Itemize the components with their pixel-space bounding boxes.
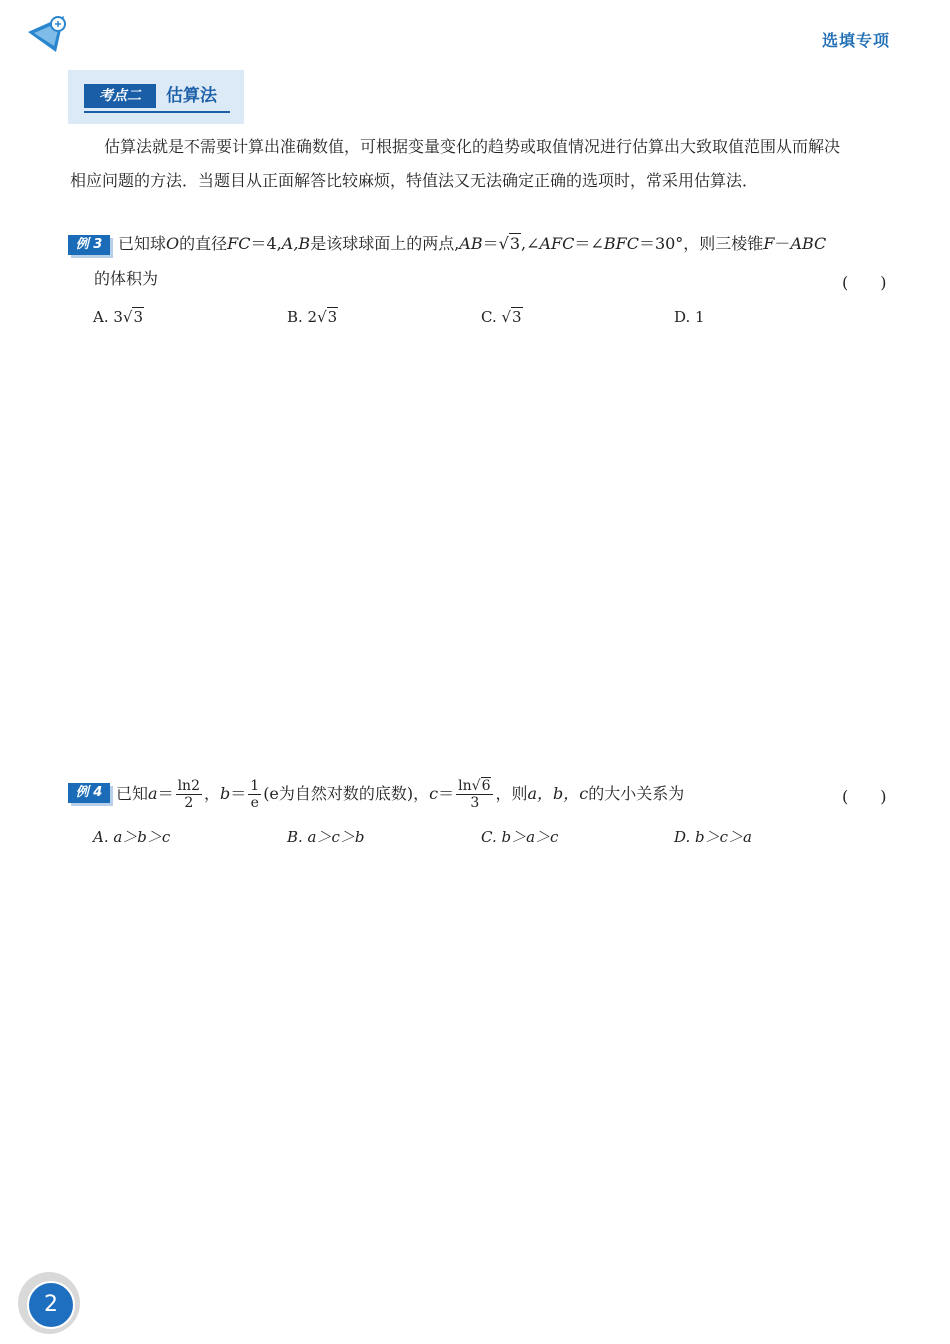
example-4-answer-paren: ( ): [842, 787, 887, 806]
example-4-question: 已知a＝ $\frac{\ln 2}{2}$ ，b＝ $\frac{1}{e}$ (e为自然对数的底数)，c＝ $\frac{\ln√6}{3}$ ，则a，b，c的大小关系为: [116, 778, 685, 811]
example-3-question-line-2: 的体积为: [94, 269, 159, 288]
page-number: 2: [27, 1281, 75, 1329]
example-3-label: 例 3: [68, 235, 110, 255]
example-4-label: 例 4: [68, 783, 110, 803]
example-3-option-c: C. √3: [481, 308, 522, 326]
intro-line-1: 估算法就是不需要计算出准确数值，可根据变量变化的趋势或取值情况进行估算出大致取值范围从而解决: [104, 137, 841, 156]
example-3-option-a: A. 3√3: [93, 308, 144, 326]
intro-line-2: 相应问题的方法．当题目从正面解答比较麻烦，特值法又无法确定正确的选项时，常采用估算法．: [70, 171, 759, 190]
example-4-option-c: C. b＞a＞c: [481, 828, 559, 846]
logo-icon: [26, 12, 72, 58]
section-tag: 考点二: [84, 84, 156, 108]
example-3-answer-paren: ( ): [842, 273, 887, 292]
example-3-question-line-1: 已知球O的直径FC＝4,A,B是该球球面上的两点,AB＝√3,∠AFC＝∠BFC＝30°，则三棱锥F－ABC: [118, 234, 827, 253]
section-title: 估算法: [166, 86, 217, 106]
banner-underline: [84, 111, 230, 113]
example-3-option-b: B. 2√3: [287, 308, 338, 326]
running-title: 选填专项: [821, 31, 890, 50]
example-3-option-d: D. 1: [674, 308, 705, 326]
example-4-option-b: B. a＞c＞b: [287, 828, 365, 846]
example-4-option-d: D. b＞c＞a: [674, 828, 752, 846]
example-4-option-a: A. a＞b＞c: [93, 828, 171, 846]
